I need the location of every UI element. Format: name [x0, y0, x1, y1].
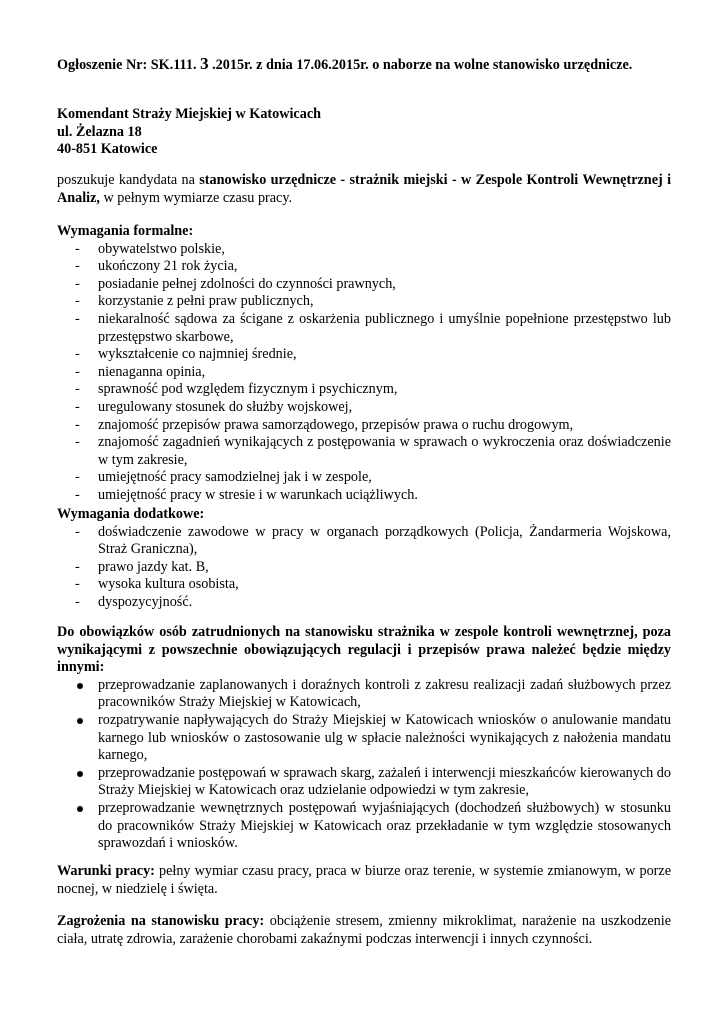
conditions-label: Warunki pracy:	[57, 863, 155, 879]
title-prefix: Ogłoszenie Nr: SK.111.	[57, 57, 197, 73]
hazards-label: Zagrożenia na stanowisku pracy:	[57, 913, 265, 929]
additional-heading: Wymagania dodatkowe:	[57, 506, 205, 522]
list-item: - wysoka kultura osobista,	[57, 576, 671, 594]
intro-position: stanowisko urzędnicze - strażnik miejski - w Zespole Kontroli Wewnętrznej i Analiz,	[57, 172, 672, 206]
employer-name: Komendant Straży Miejskiej w Katowicach	[57, 106, 322, 122]
duties-list	[57, 677, 671, 853]
work-hazards	[57, 913, 671, 948]
list-item: - umiejętność pracy w stresie i w warunkach uciążliwych.	[57, 487, 671, 505]
list-item: - obywatelstwo polskie,	[57, 241, 671, 259]
list-item: - ukończony 21 rok życia,	[57, 258, 671, 276]
list-item: przeprowadzanie wewnętrznych postępowań wyjaśniających (dochodzeń służbowych) w stosunku do pracowników Straży Miejskiej w Katowicach oraz przekładanie w tym względzie stosowanych sprawozdań i wniosków.	[57, 800, 671, 853]
formal-list	[57, 241, 671, 505]
list-item: - wykształcenie co najmniej średnie,	[57, 346, 671, 364]
formal-requirements-section	[57, 223, 671, 505]
list-item: - prawo jazdy kat. B,	[57, 559, 671, 577]
list-item: przeprowadzanie postępowań w sprawach skarg, zażaleń i interwencji mieszkańców kierowanych do Straży Miejskiej w Katowicach oraz udzielanie odpowiedzi w tym zakresie,	[57, 765, 671, 800]
duties-heading: Do obowiązków osób zatrudnionych na stanowisku strażnika w zespole kontroli wewnętrznej, poza wynikającymi z powszechnie obowiązujących regulacji i przepisów prawa należeć będzie między innymi:	[57, 624, 671, 676]
list-item: - doświadczenie zawodowe w pracy w organach porządkowych (Policja, Żandarmeria Wojskowa, Straż Graniczna),	[57, 524, 671, 559]
employer-city: 40-851 Katowice	[57, 141, 158, 158]
additional-requirements-section	[57, 506, 671, 612]
list-item: - nienaganna opinia,	[57, 364, 671, 382]
announcement-title	[57, 55, 671, 75]
duties-section	[57, 624, 671, 853]
intro-after: w pełnym wymiarze czasu pracy.	[99, 189, 293, 206]
title-number: 3	[200, 54, 209, 73]
work-conditions	[57, 863, 671, 898]
list-item: - niekaralność sądowa za ścigane z oskarżenia publicznego i umyślnie popełnione przestępstwo lub przestępstwo skarbowe,	[57, 311, 671, 346]
employer-street: ul. Żelazna 18	[57, 123, 142, 140]
intro-before: poszukuje kandydata na	[57, 172, 200, 188]
list-item: przeprowadzanie zaplanowanych i doraźnych kontroli z zakresu realizacji zadań służbowych przez pracowników Straży Miejskiej w Katowicach,	[57, 677, 671, 712]
title-suffix: .2015r. z dnia 17.06.2015r. o naborze na wolne stanowisko urzędnicze.	[212, 57, 633, 73]
list-item: - korzystanie z pełni praw publicznych,	[57, 293, 671, 311]
list-item: - posiadanie pełnej zdolności do czynności prawnych,	[57, 276, 671, 294]
list-item: - dyspozycyjność.	[57, 594, 671, 612]
list-item: rozpatrywanie napływających do Straży Miejskiej w Katowicach wniosków o anulowanie mandatu karnego lub wniosków o zastosowanie ulg w spłacie należności wynikających z nałożenia mandatu karnego,	[57, 712, 671, 765]
employer-address	[57, 106, 671, 159]
formal-heading: Wymagania formalne:	[57, 223, 194, 239]
list-item: - znajomość przepisów prawa samorządowego, przepisów prawa o ruchu drogowym,	[57, 417, 671, 435]
conditions-text: pełny wymiar czasu pracy, praca w biurze oraz terenie, w systemie zmianowym, w porze nocnej, w niedzielę i święta.	[57, 863, 671, 897]
additional-list	[57, 524, 671, 612]
intro-paragraph	[57, 172, 671, 207]
list-item: - sprawność pod względem fizycznym i psychicznym,	[57, 381, 671, 399]
hazards-text: obciążenie stresem, zmienny mikroklimat, narażenie na uszkodzenie ciała, utratę zdrowia, zarażenie chorobami zakaźnymi podczas interwencji i innych czynności.	[57, 913, 671, 947]
list-item: - umiejętność pracy samodzielnej jak i w zespole,	[57, 469, 671, 487]
list-item: - znajomość zagadnień wynikających z postępowania w sprawach o wykroczenia oraz doświadczenie w tym zakresie,	[57, 434, 671, 469]
list-item: - uregulowany stosunek do służby wojskowej,	[57, 399, 671, 417]
